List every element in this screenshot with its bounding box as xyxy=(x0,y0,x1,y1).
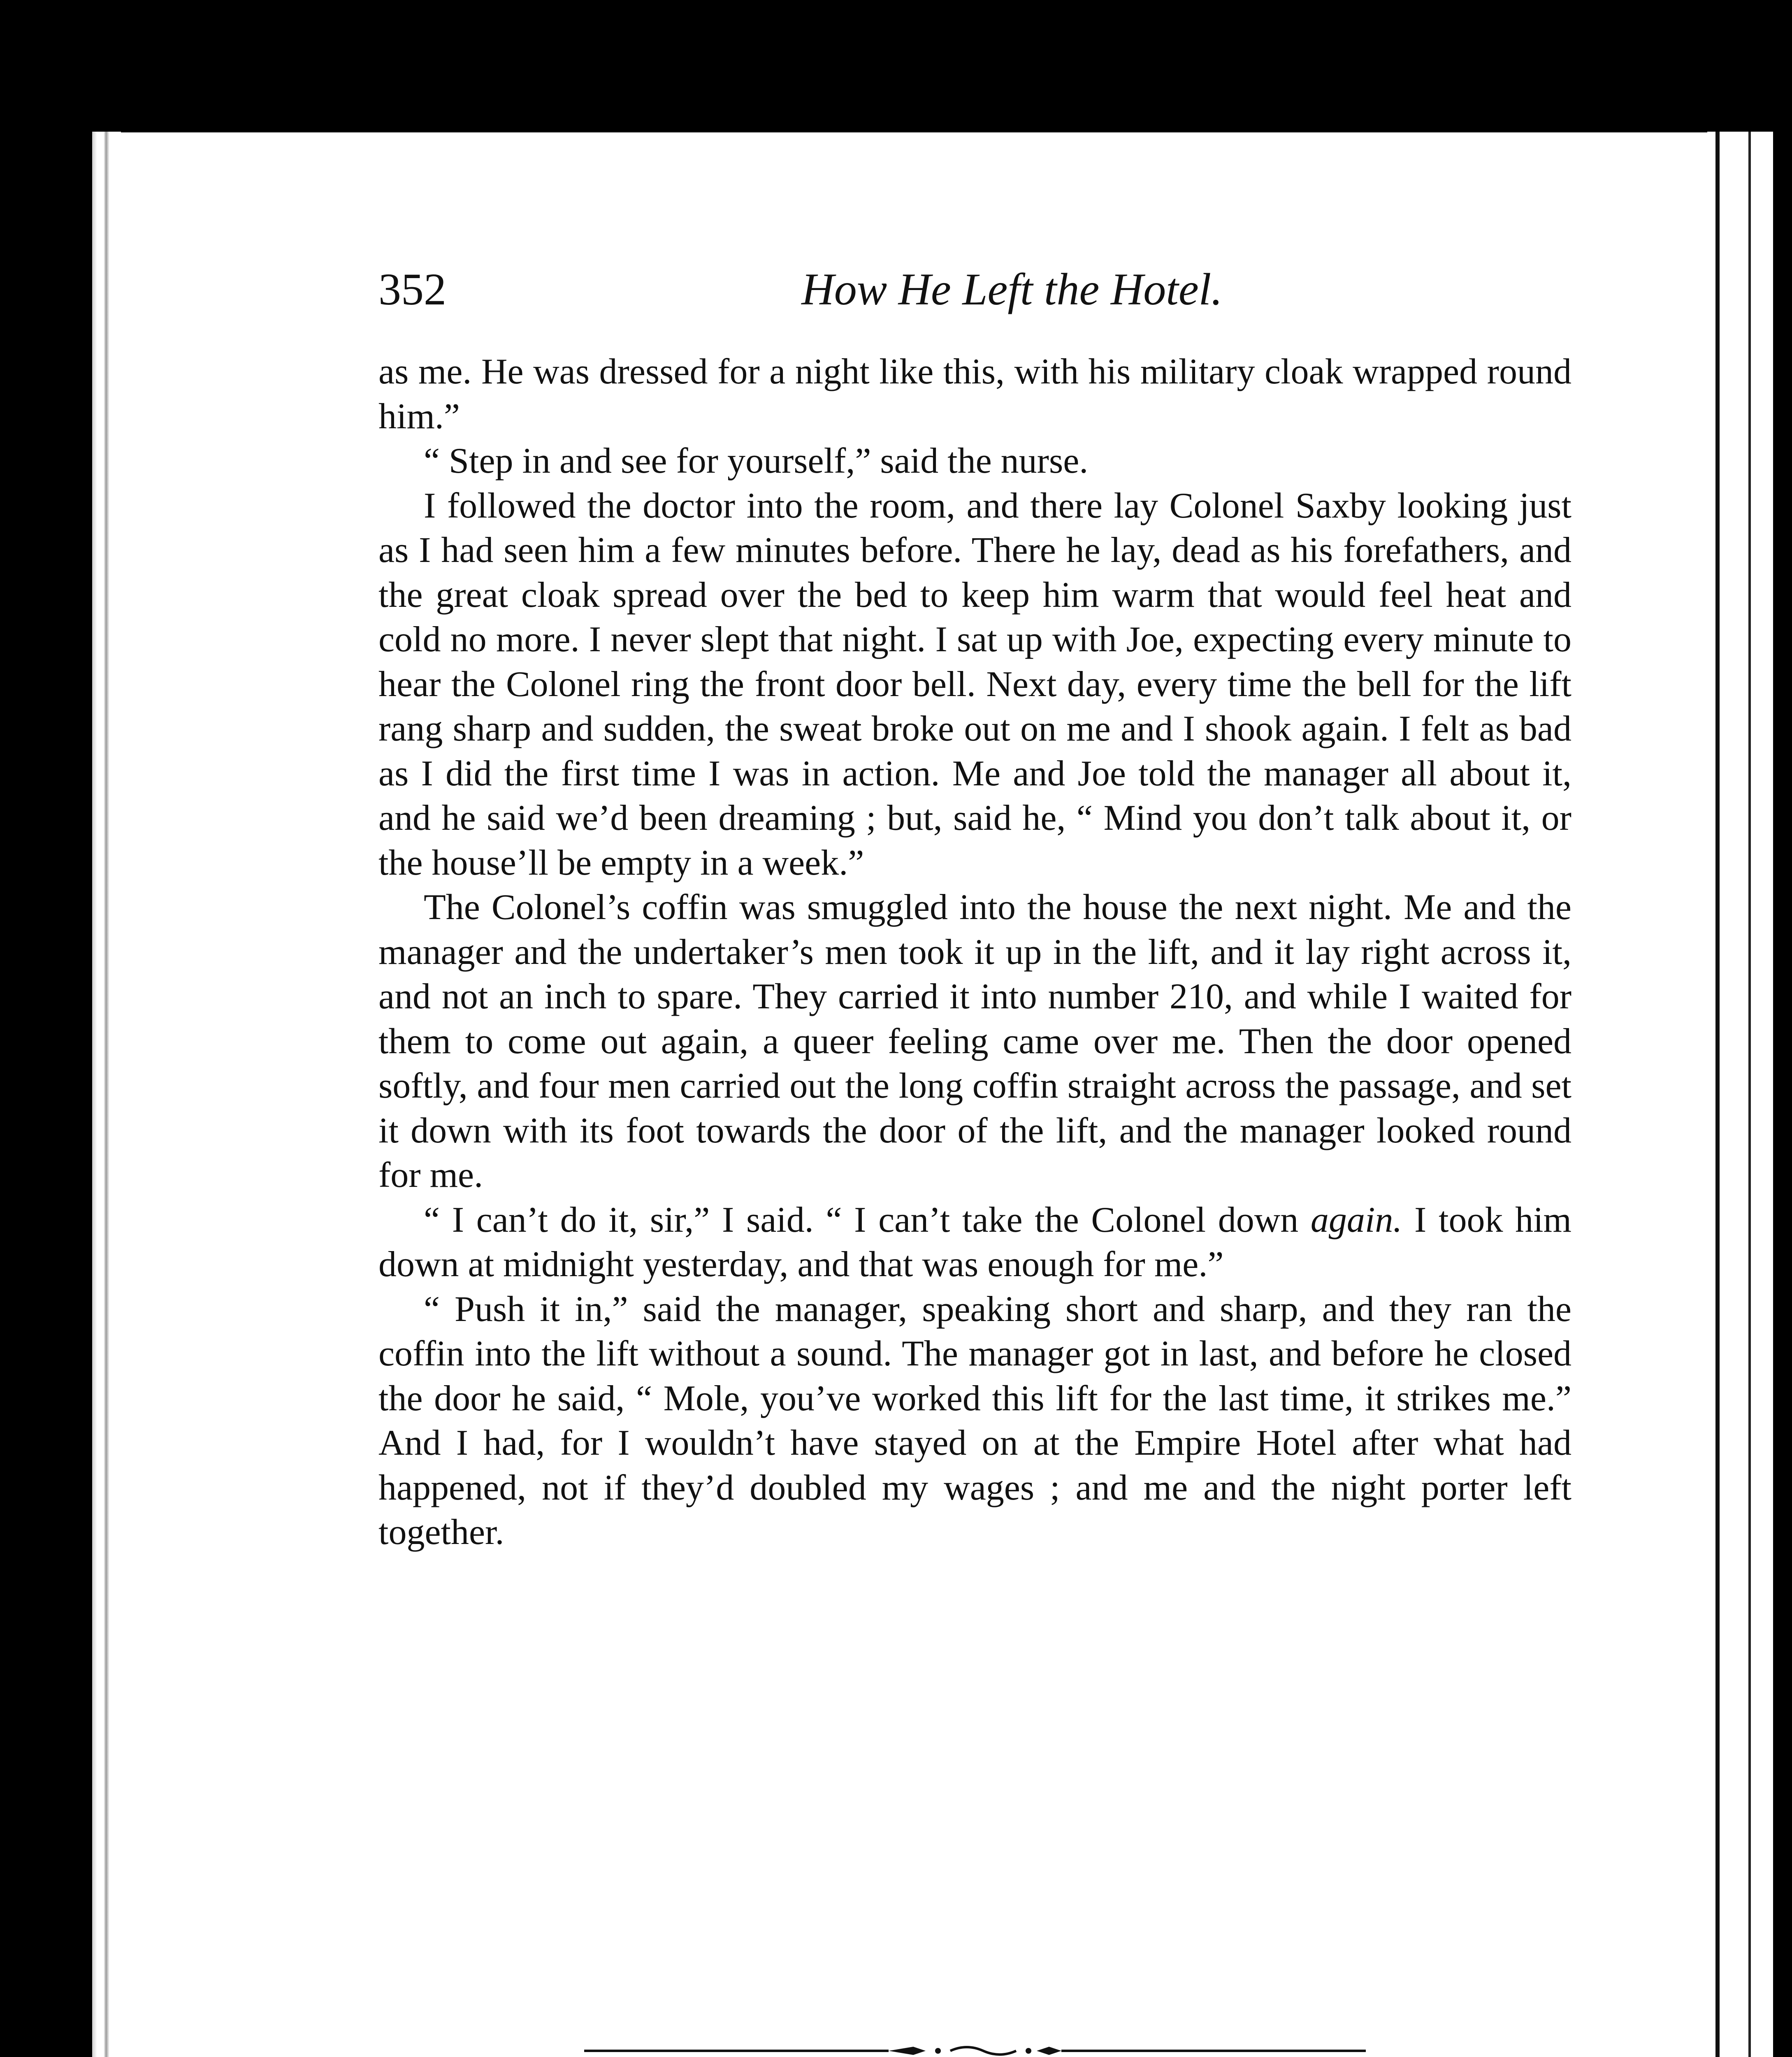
paragraph: “ Step in and see for yourself,” said the nurse. xyxy=(424,441,1089,481)
running-head xyxy=(378,263,1571,321)
paragraph: “ Push it in,” said the manager, speaking short and sharp, and they ran the coffin into the lift without a sound. The manager got in last, and before he closed the door he said, “ Mole, you’ve worked this lift for the last time, it strikes me.” And I had, for I wouldn’t have stayed on at the Empire Hotel after what had happened, not if they’d doubled my wages ; and me and the night porter left together. xyxy=(378,1289,1571,1552)
paragraph-text: “ I can’t do it, sir,” I said. “ I can’t take the Colonel down xyxy=(424,1200,1311,1240)
emphasis-text: again. xyxy=(1310,1200,1402,1240)
paragraph: The Colonel’s coffin was smuggled into the house the next night. Me and the manager and the undertaker’s men took it up in the lift, and it lay right across it, and not an inch to spare. They carried it into number 210, and while I waited for them to come out again, a queer feeling came over me. Then the door opened softly, and four men carried out the long coffin straight across the passage, and set it down with its foot towards the door of the lift, and the manager looked round for me. xyxy=(378,887,1571,1195)
paragraph xyxy=(378,1198,1571,1287)
page-number: 352 xyxy=(378,264,446,314)
paragraph: I followed the doctor into the room, and there lay Colonel Saxby looking just as I had seen him a few minutes before. There he lay, dead as his forefathers, and the great cloak spread over the bed to keep him warm that would feel heat and cold no more. I never slept that night. I sat up with Joe, expecting every minute to hear the Colonel ring the front door bell. Next day, every time the bell for the lift rang sharp and sudden, the sweat broke out on me and I shook again. I felt as bad as I did the first time I was in action. Me and Joe told the manager all about it, and he said we’d been dreaming ; but, said he, “ Mind you don’t talk about it, or the house’ll be empty in a week.” xyxy=(378,485,1571,883)
binding-edge xyxy=(1707,132,1773,2057)
paragraph-text: I took him down at midnight yesterday, and that was enough for me.” xyxy=(378,1200,1571,1284)
binding-rule xyxy=(1748,132,1751,2057)
section-end-flourish-icon xyxy=(584,2038,1366,2057)
binding-rule xyxy=(1715,132,1720,2057)
body-text xyxy=(378,350,1571,1555)
chapter-title: How He Left the Hotel. xyxy=(801,264,1223,314)
page-gutter-edge xyxy=(92,132,121,2057)
paragraph: as me. He was dressed for a night like this, with his military cloak wrapped round him.” xyxy=(378,352,1571,436)
